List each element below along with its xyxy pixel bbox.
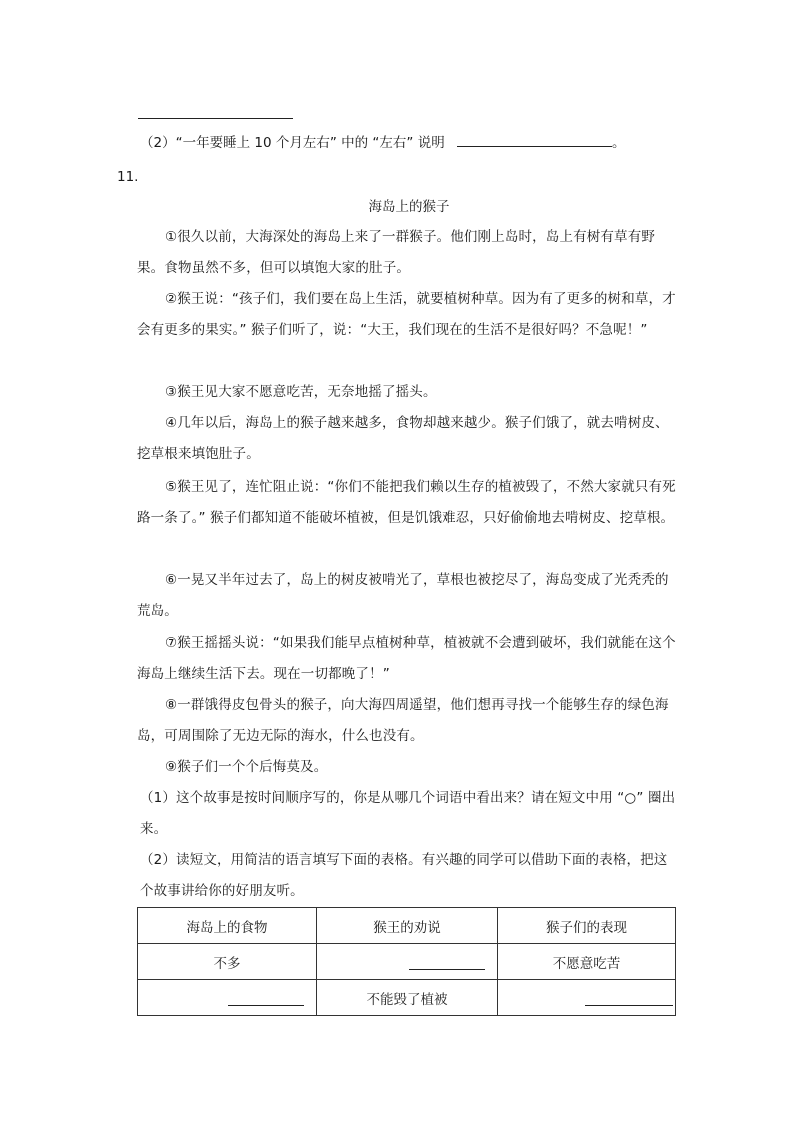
table-header-food: 海岛上的食物 bbox=[138, 908, 317, 944]
table-row bbox=[138, 980, 676, 1016]
paragraph-3: ③猴王见大家不愿意吃苦，无奈地摇了摇头。 bbox=[165, 384, 437, 400]
prev-question-2 bbox=[140, 133, 626, 153]
paragraph-7: ⑦猴王摇摇头说：“如果我们能早点植树种草，植被就不会遭到破坏，我们就能在这个海岛上继续生活下去。现在一切都晚了！” bbox=[137, 635, 676, 682]
table-cell-food-2[interactable] bbox=[138, 980, 317, 1016]
answer-blank-food[interactable] bbox=[228, 989, 304, 1006]
story-table bbox=[137, 907, 676, 1016]
passage-title: 海岛上的猴子 bbox=[368, 199, 450, 215]
question-number: 11. bbox=[117, 169, 139, 185]
table-row bbox=[138, 944, 676, 980]
table-header-advice: 猴王的劝说 bbox=[317, 908, 498, 944]
prev-question-2-end: 。 bbox=[612, 135, 626, 151]
paragraph-1: ①很久以前，大海深处的海岛上来了一群猴子。他们刚上岛时，岛上有树有草有野果。食物虽然不多，但可以填饱大家的肚子。 bbox=[137, 229, 656, 276]
paragraph-6: ⑥一晃又半年过去了，岛上的树皮被啃光了，草根也被挖尽了，海岛变成了光秃秃的荒岛。 bbox=[137, 572, 669, 619]
paragraph-2: ②猴王说：“孩子们，我们要在岛上生活，就要植树种草。因为有了更多的树和草，才会有更多的果实。” 猴子们听了，说：“大王，我们现在的生活不是很好吗？不急呢！” bbox=[137, 291, 676, 338]
table-header-row bbox=[138, 908, 676, 944]
answer-blank-behavior[interactable] bbox=[585, 989, 673, 1006]
paragraph-8: ⑧一群饿得皮包骨头的猴子，向大海四周遥望，他们想再寻找一个能够生存的绿色海岛，可周围除了无边无际的海水，什么也没有。 bbox=[137, 697, 669, 744]
table-header-behavior: 猴子们的表现 bbox=[498, 908, 676, 944]
table-cell-advice-1[interactable] bbox=[317, 944, 498, 980]
answer-blank-left-right[interactable] bbox=[457, 145, 612, 147]
paragraph-4: ④几年以后，海岛上的猴子越来越多，食物却越来越少。猴子们饿了，就去啃树皮、挖草根来填饱肚子。 bbox=[137, 415, 669, 462]
table-cell-behavior-2[interactable] bbox=[498, 980, 676, 1016]
paragraph-5: ⑤猴王见了，连忙阻止说：“你们不能把我们赖以生存的植被毁了，不然大家就只有死路一条了。” 猴子们都知道不能破坏植被，但是饥饿难忍，只好偷偷地去啃树皮、挖草根。 bbox=[137, 479, 676, 526]
table-cell-behavior-1: 不愿意吃苦 bbox=[498, 944, 676, 980]
prev-question-2-text: （2）“一年要睡上 10 个月左右” 中的 “左右” 说明 bbox=[140, 135, 445, 151]
table-cell-advice-2: 不能毁了植被 bbox=[317, 980, 498, 1016]
answer-blank-line-top[interactable] bbox=[138, 117, 293, 119]
paragraph-9: ⑨猴子们一个个后悔莫及。 bbox=[165, 759, 328, 775]
question-1: （1）这个故事是按时间顺序写的，你是从哪几个词语中看出来？请在短文中用 “○” 圈出来。 bbox=[140, 790, 676, 837]
answer-blank-advice[interactable] bbox=[409, 953, 485, 970]
table-cell-food-1: 不多 bbox=[138, 944, 317, 980]
question-2: （2）读短文，用简洁的语言填写下面的表格。有兴趣的同学可以借助下面的表格，把这个故事讲给你的好朋友听。 bbox=[140, 852, 668, 899]
